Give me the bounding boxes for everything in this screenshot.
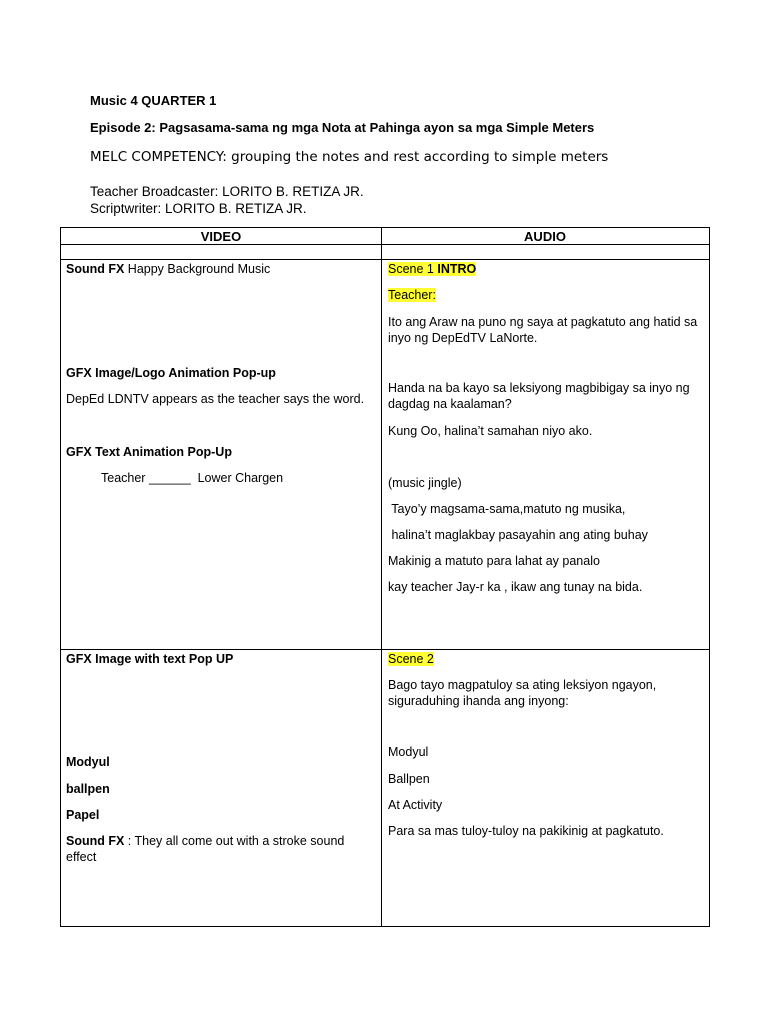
jingle-lyric-3: Makinig a matuto para lahat ay panalo xyxy=(388,554,600,568)
jingle-lyric-4: kay teacher Jay-r ka , ikaw ang tunay na bida. xyxy=(388,580,643,594)
episode-title: Episode 2: Pagsasama-sama ng mga Nota at Pahinga ayon sa mga Simple Meters xyxy=(90,120,595,135)
row1-sound-fx xyxy=(66,261,372,277)
column-header-audio: AUDIO xyxy=(524,229,566,244)
audio-item-activity: At Activity xyxy=(388,798,443,812)
video-item-ballpen: ballpen xyxy=(66,782,110,796)
column-header-video: VIDEO xyxy=(200,229,242,244)
scene1-name: INTRO xyxy=(437,262,477,276)
scene1-heading xyxy=(388,261,476,277)
audio-item-ballpen: Ballpen xyxy=(388,772,430,786)
table-column-divider xyxy=(381,227,382,926)
melc-competency: MELC COMPETENCY: grouping the notes and rest according to simple meters xyxy=(90,149,609,165)
jingle-lyric-2: halina’t maglakbay pasayahin ang ating buhay xyxy=(388,528,648,542)
table-border-right xyxy=(709,227,710,926)
audio-line-3: Kung Oo, halina’t samahan niyo ako. xyxy=(388,424,593,438)
gfx-image-text-title: GFX Image with text Pop UP xyxy=(66,652,234,666)
table-row-divider xyxy=(60,649,710,650)
jingle-lyric-1: Tayo’y magsama-sama,matuto ng musika, xyxy=(388,502,626,516)
audio-line-1: Ito ang Araw na puno ng saya at pagkatuto ang hatid sa inyo ng DepEdTV LaNorte. xyxy=(388,315,698,345)
lower-chargen: Teacher ______ Lower Chargen xyxy=(101,471,284,485)
scene2-label: Scene 2 xyxy=(388,652,434,666)
scene2-intro: Bago tayo magpatuloy sa ating leksiyon ngayon, siguraduhing ihanda ang inyong: xyxy=(388,678,657,708)
music-jingle: (music jingle) xyxy=(388,476,462,490)
row2-sound-fx xyxy=(66,833,366,865)
scriptwriter: Scriptwriter: LORITO B. RETIZA JR. xyxy=(90,201,307,216)
sound-fx-label: Sound FX xyxy=(66,262,125,276)
teacher-label: Teacher: xyxy=(388,288,436,302)
gfx-logo-title: GFX Image/Logo Animation Pop-up xyxy=(66,366,276,380)
table-border-bottom xyxy=(60,926,710,927)
table-header-divider xyxy=(60,244,710,245)
teacher-broadcaster: Teacher Broadcaster: LORITO B. RETIZA JR. xyxy=(90,184,364,199)
audio-item-modyul: Modyul xyxy=(388,745,429,759)
video-item-modyul: Modyul xyxy=(66,755,110,769)
scene1-label: Scene 1 xyxy=(388,262,438,276)
table-border-left xyxy=(60,227,61,926)
sound-fx-label-2: Sound FX xyxy=(66,834,125,848)
audio-closing: Para sa mas tuloy-tuloy na pakikinig at pagkatuto. xyxy=(388,824,664,838)
audio-line-2: Handa na ba kayo sa leksiyong magbibigay sa inyo ng dagdag na kaalaman? xyxy=(388,381,690,411)
document-subject: Music 4 QUARTER 1 xyxy=(90,93,217,108)
table-border-top xyxy=(60,227,710,228)
table-spacer-divider xyxy=(60,259,710,260)
video-item-papel: Papel xyxy=(66,808,100,822)
gfx-logo-desc: DepEd LDNTV appears as the teacher says the word. xyxy=(66,392,365,406)
sound-fx-text-2: : They all come out with a stroke sound effect xyxy=(66,834,345,864)
gfx-text-title: GFX Text Animation Pop-Up xyxy=(66,445,232,459)
sound-fx-text: Happy Background Music xyxy=(124,262,271,276)
